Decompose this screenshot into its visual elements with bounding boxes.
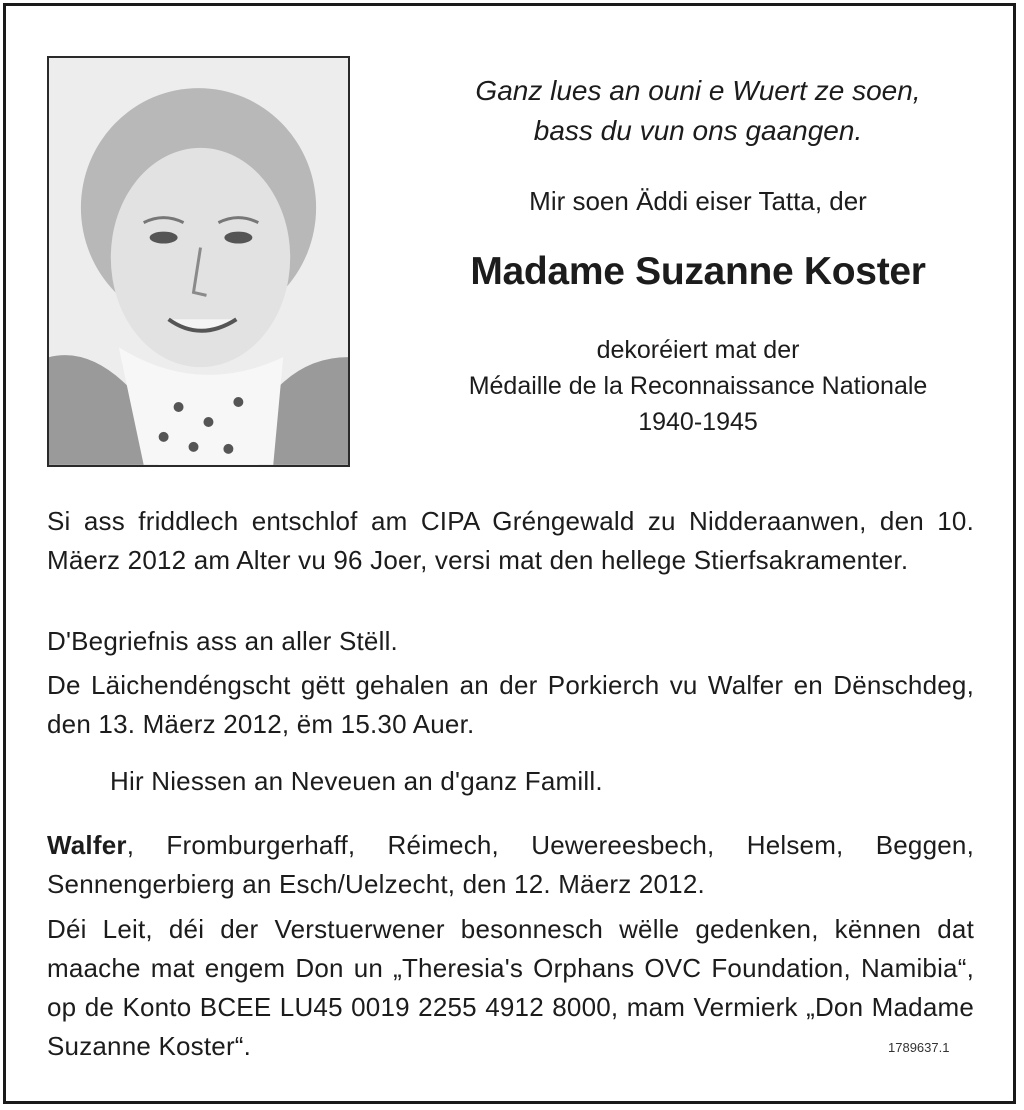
mass-paragraph: De Läichendéngscht gëtt gehalen an der Porkierch vu Walfer en Dënschdeg, den 13. Mäerz 2012, ëm 15.30 Auer. xyxy=(47,670,974,739)
places-rest: , Fromburgerhaff, Réimech, Uewereesbech, Helsem, Beggen, Sennengerbierg an Esch/Uelzecht, den 12. Mäerz 2012. xyxy=(47,830,974,899)
reference-number: 1789637.1 xyxy=(888,1040,950,1055)
portrait-image xyxy=(49,58,348,465)
death-paragraph: Si ass friddlech entschlof am CIPA Gréngewald zu Nidderaanwen, den 10. Mäerz 2012 am Alter vu 96 Joer, versi mat den hellege Stierfsakramenter. xyxy=(47,506,974,575)
verse-line-2: bass du vun ons gaangen. xyxy=(533,115,863,146)
burial-paragraph: D'Begriefnis ass an aller Stëll. xyxy=(47,626,398,656)
decoration-block xyxy=(420,332,976,440)
decoration-line-2: Médaille de la Reconnaissance Nationale xyxy=(468,372,928,400)
verse-line-1: Ganz lues an ouni e Wuert ze soen, xyxy=(475,75,921,106)
decoration-line-1: dekoréiert mat der xyxy=(596,336,800,364)
donation-paragraph: Déi Leit, déi der Verstuerwener besonnesch wëlle gedenken, kënnen dat maache mat engem Don un „Theresia's Orphans OVC Foundation, Namibia“, op de Konto BCEE LU45 0019 2255 4912 8000, mam Vermierk „Don Madame Suzanne Koster“. xyxy=(47,914,974,1061)
places-paragraph xyxy=(47,826,974,904)
decoration-line-3: 1940-1945 xyxy=(638,408,758,436)
family-paragraph: Hir Niessen an Neveuen an d'ganz Famill. xyxy=(110,766,603,796)
places-bold: Walfer xyxy=(47,830,127,860)
intro-line: Mir soen Äddi eiser Tatta, der xyxy=(529,186,867,216)
deceased-name: Madame Suzanne Koster xyxy=(470,250,926,293)
portrait-photo xyxy=(47,56,350,467)
